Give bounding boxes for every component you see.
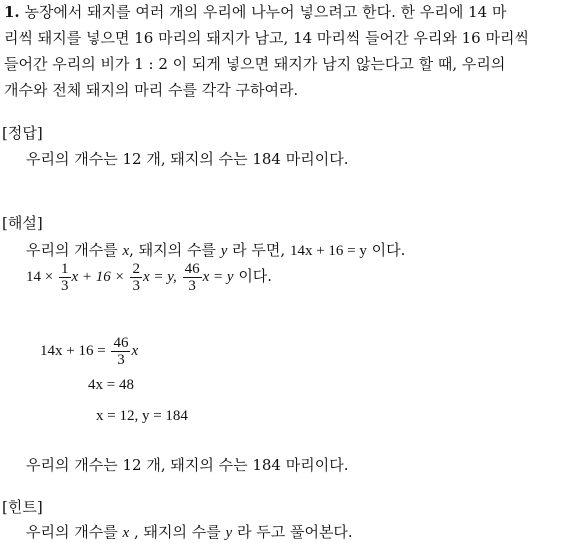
- var-x: x: [122, 243, 130, 259]
- var-y: y: [225, 525, 233, 541]
- solution-text: 라 두면,: [232, 241, 286, 259]
- equation: 14x + 16 = y: [289, 243, 367, 259]
- answer-text: 우리의 개수는 12 개, 돼지의 수는 184 마리이다.: [26, 150, 349, 168]
- eq-left: 14x + 16 =: [40, 343, 106, 359]
- math-term: x + 16 ×: [71, 269, 125, 285]
- hint-part: 우리의 개수를: [26, 523, 118, 541]
- solution-text: , 돼지의 수를: [129, 241, 216, 259]
- frac-num: 46: [113, 334, 129, 351]
- answer-heading: [정답]: [2, 124, 43, 142]
- eq-right: x: [131, 343, 139, 359]
- equation-1: [40, 330, 138, 371]
- problem-text-1: 농장에서 돼지를 여러 개의 우리에 나누어 넣으려고 한다. 한 우리에 14 마: [24, 3, 507, 21]
- equation-3: x = 12, y = 184: [96, 408, 188, 424]
- var-x: x: [122, 525, 130, 541]
- problem-number: 1.: [4, 3, 20, 21]
- solution-text: 우리의 개수를: [26, 241, 118, 259]
- frac-num: 2: [132, 260, 140, 277]
- solution-heading: [해설]: [2, 214, 43, 232]
- hint-heading: [힌트]: [2, 498, 43, 516]
- solution-conclusion: 우리의 개수는 12 개, 돼지의 수는 184 마리이다.: [26, 456, 349, 474]
- frac-den: 3: [132, 277, 140, 294]
- frac-num: 46: [184, 260, 200, 277]
- frac-num: 1: [61, 260, 69, 277]
- frac-den: 3: [117, 351, 125, 368]
- problem-line-4: 개수와 전체 돼지의 마리 수를 각각 구하여라.: [4, 81, 299, 99]
- fraction-46-thirds: [183, 261, 202, 294]
- math-term: 14 ×: [26, 269, 54, 285]
- frac-den: 3: [61, 277, 69, 294]
- solution-text: 이다.: [371, 241, 406, 259]
- math-term: x = y: [202, 269, 234, 285]
- var-y: y: [220, 243, 228, 259]
- math-term: x = y,: [142, 269, 177, 285]
- fraction-two-thirds: [130, 261, 142, 294]
- hint-part: 라 두고 풀어본다.: [236, 523, 353, 541]
- fraction-46-thirds: [111, 335, 130, 368]
- fraction-one-third: [59, 261, 71, 294]
- problem-line-2: 리씩 돼지를 넣으면 16 마리의 돼지가 남고, 14 마리씩 들어간 우리와 16 마리씩: [4, 29, 529, 47]
- problem-line-3: 들어간 우리의 비가 1 : 2 이 되게 넣으면 돼지가 남지 않는다고 할 때, 우리의: [4, 55, 506, 73]
- frac-den: 3: [188, 277, 196, 294]
- solution-text: 이다.: [238, 267, 273, 285]
- hint-text: [26, 522, 353, 543]
- problem-line-1: [4, 2, 506, 22]
- hint-part: , 돼지의 수를: [133, 523, 221, 541]
- solution-line-2: [26, 256, 272, 297]
- equation-2: 4x = 48: [88, 377, 134, 393]
